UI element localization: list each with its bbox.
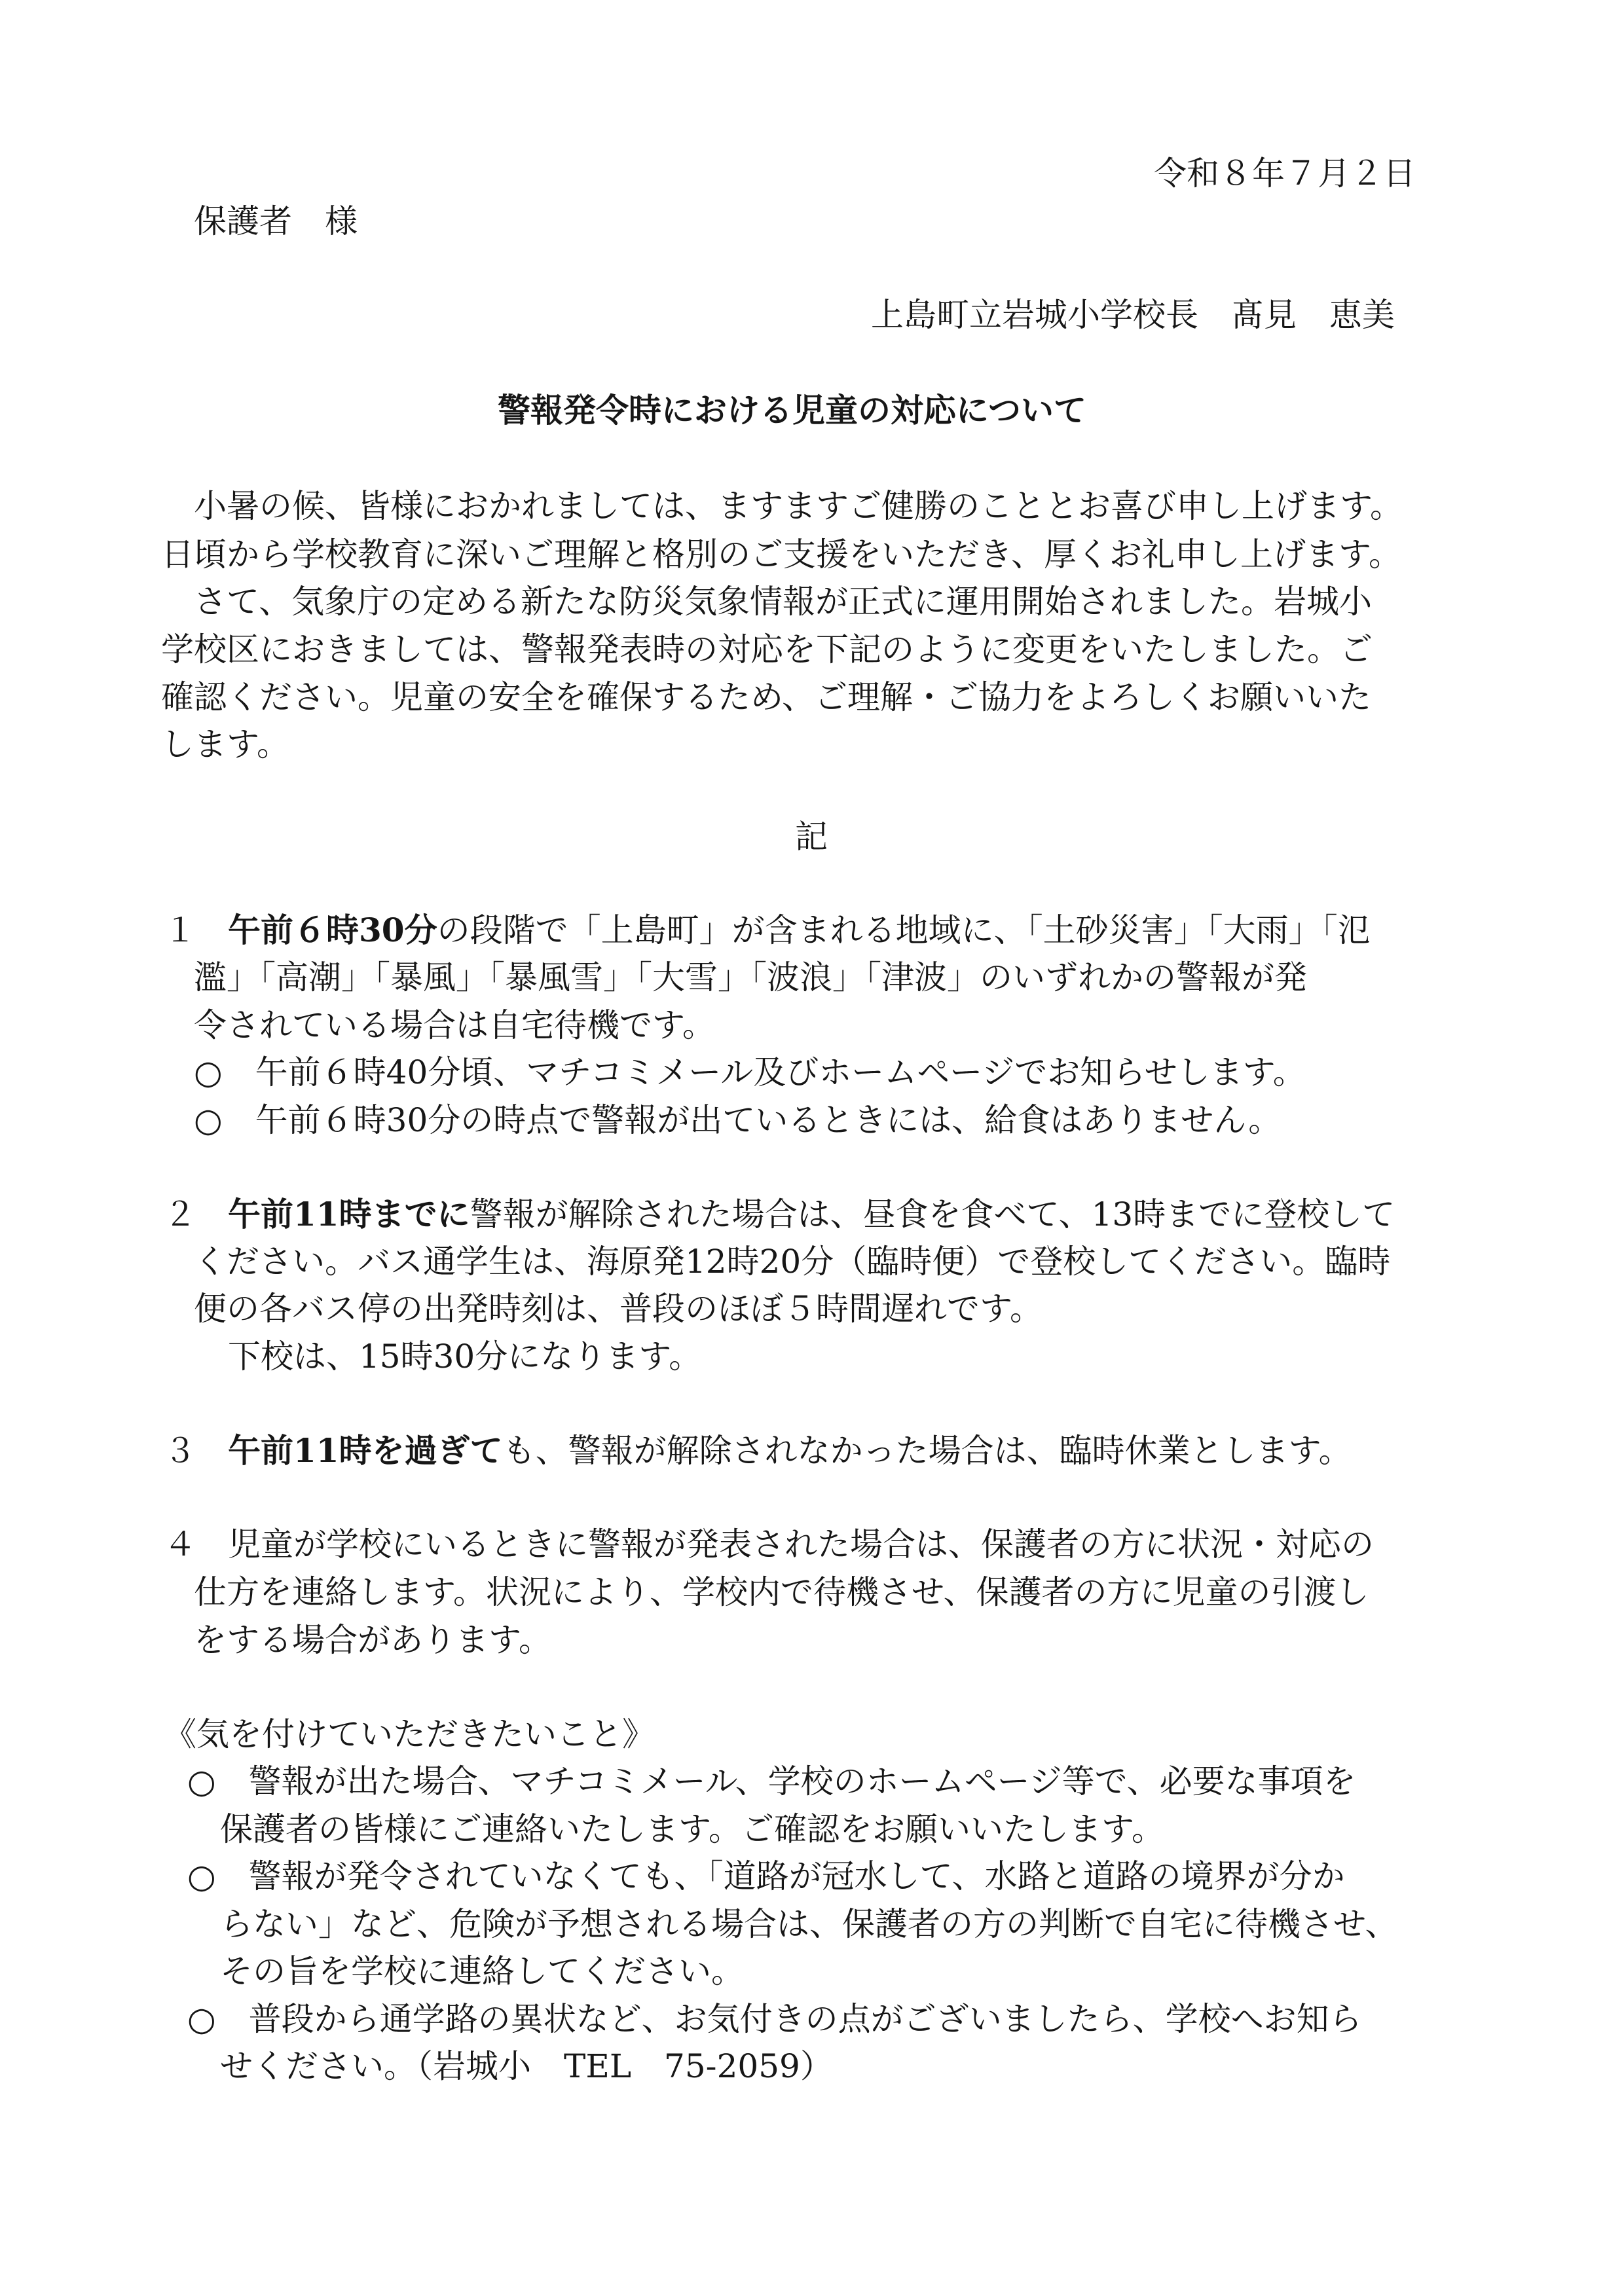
item-number: ４ xyxy=(164,1525,196,1563)
issue-date: 令和８年７月２日 xyxy=(1154,155,1416,192)
intro-line: さて、気象庁の定める新たな防災気象情報が正式に運用開始されました。岩城小 xyxy=(194,583,1372,621)
caution-line: ○ 警報が出た場合、マチコミメール、学校のホームページ等で、必要な事項を xyxy=(187,1762,1356,1800)
document-title: 警報発令時における児童の対応について xyxy=(498,392,1086,429)
caution-line: ○ 警報が発令されていなくても、「道路が冠水して、水路と道路の境界が分か xyxy=(187,1857,1345,1895)
ki-heading: 記 xyxy=(795,818,828,856)
item-line: 濫」「高潮」「暴風」「暴風雪」「大雪」「波浪」「津波」のいずれかの警報が発 xyxy=(194,958,1307,996)
item-first-line xyxy=(228,910,1371,951)
item-text: も、警報が解除されなかった場合は、臨時休業とします。 xyxy=(502,1432,1352,1470)
caution-line: その旨を学校に連絡してください。 xyxy=(220,1952,744,1990)
item-number: １ xyxy=(164,911,196,949)
item-number: ２ xyxy=(164,1195,196,1233)
item-line: ください。バス通学生は、海原発12時20分（臨時便）で登校してください。臨時 xyxy=(194,1243,1391,1281)
sender: 上島町立岩城小学校長 髙見 恵美 xyxy=(871,296,1395,334)
item-line: 仕方を連絡します。状況により、学校内で待機させ、保護者の方に児童の引渡し xyxy=(194,1573,1369,1611)
item-first-line xyxy=(228,1194,1395,1235)
item-text: 警報が解除された場合は、昼食を食べて、13時までに登校して xyxy=(470,1195,1395,1233)
item-note: ○ 午前６時40分頃、マチコミメール及びホームページでお知らせします。 xyxy=(194,1053,1306,1091)
item-line: 便の各バス停の出発時刻は、普段のほぼ５時間遅れです。 xyxy=(194,1290,1043,1328)
item-text: の段階で「上島町」が含まれる地域に、「土砂災害」「大雨」「氾 xyxy=(437,911,1371,949)
item-number: ３ xyxy=(164,1432,196,1470)
intro-line: 確認ください。児童の安全を確保するため、ご理解・ご協力をよろしくお願いいた xyxy=(161,678,1371,716)
intro-line: 日頃から学校教育に深いご理解と格別のご支援をいただき、厚くお礼申し上げます。 xyxy=(161,536,1401,574)
item-emphasis: 午前11時を過ぎて xyxy=(228,1431,503,1470)
caution-heading: 《気を付けていただきたいこと》 xyxy=(164,1715,655,1753)
item-first-line: 児童が学校にいるときに警報が発表された場合は、保護者の方に状況・対応の xyxy=(228,1525,1374,1563)
caution-line: 保護者の皆様にご連絡いたします。ご確認をお願いいたします。 xyxy=(220,1810,1164,1848)
intro-line: 学校区におきましては、警報発表時の対応を下記のように変更をいたしました。ご xyxy=(161,630,1373,668)
intro-line: 小暑の候、皆様におかれましては、ますますご健勝のこととお喜び申し上げます。 xyxy=(194,487,1403,525)
item-first-line xyxy=(228,1430,1352,1471)
item-emphasis: 午前11時までに xyxy=(228,1195,470,1233)
item-line: 令されている場合は自宅待機です。 xyxy=(194,1006,715,1044)
caution-line: らない」など、危険が予想される場合は、保護者の方の判断で自宅に待機させ、 xyxy=(220,1905,1398,1943)
item-note: ○ 午前６時30分の時点で警報が出ているときには、給食はありません。 xyxy=(194,1101,1282,1139)
intro-line: します。 xyxy=(161,725,289,763)
item-emphasis: 午前６時30分 xyxy=(228,911,437,949)
caution-line: ○ 普段から通学路の異状など、お気付きの点がございましたら、学校へお知ら xyxy=(187,2000,1362,2038)
caution-line: せください。（岩城小 TEL 75-2059） xyxy=(220,2047,833,2085)
item-line: 下校は、15時30分になります。 xyxy=(228,1338,702,1376)
item-line: をする場合があります。 xyxy=(194,1621,551,1659)
recipient: 保護者 様 xyxy=(194,202,358,240)
